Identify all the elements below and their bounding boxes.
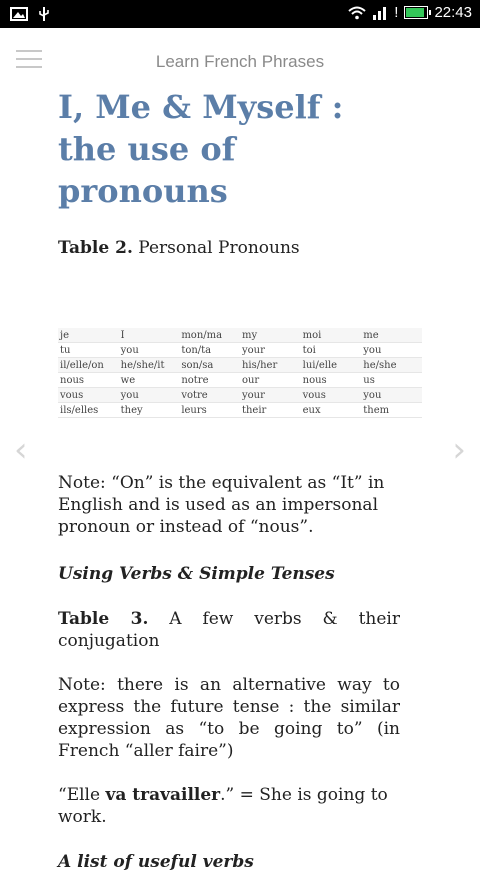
- table3-caption: [58, 608, 400, 652]
- table-cell: us: [361, 373, 422, 388]
- table-cell: vous: [58, 388, 119, 403]
- table-cell: you: [361, 343, 422, 358]
- table-cell: them: [361, 403, 422, 418]
- table-cell: leurs: [179, 403, 240, 418]
- table-cell: votre: [179, 388, 240, 403]
- table2-caption-text: Personal Pronouns: [132, 238, 300, 258]
- table2-caption-label: Table 2.: [58, 238, 133, 258]
- article-content: [58, 86, 400, 872]
- quote-bold: va travailler: [105, 785, 221, 805]
- table-cell: ton/ta: [179, 343, 240, 358]
- table-cell: toi: [301, 343, 362, 358]
- table-row: [58, 328, 422, 343]
- table-cell: I: [119, 328, 180, 343]
- table3-text: A few verbs & their conjugation: [58, 609, 400, 651]
- table-cell: vous: [301, 388, 362, 403]
- app-title: Learn French Phrases: [155, 52, 325, 71]
- quote-pre: “Elle: [58, 785, 106, 805]
- status-bar: [0, 0, 480, 28]
- prev-page-arrow-icon[interactable]: ‹: [14, 430, 28, 470]
- wifi-icon: [348, 6, 366, 20]
- table-cell: our: [240, 373, 301, 388]
- table-cell: your: [240, 388, 301, 403]
- note-future: Note: there is an alternative way to express the future tense : the similar expression as “to be going to” (in French “aller faire”): [58, 675, 400, 761]
- signal-alert: !: [394, 4, 399, 21]
- table-row: [58, 388, 422, 403]
- table-cell: notre: [179, 373, 240, 388]
- table-row: [58, 358, 422, 373]
- signal-icon: [372, 6, 388, 20]
- pronouns-table: [58, 328, 422, 418]
- example-quote: [58, 784, 400, 828]
- table-cell: you: [119, 388, 180, 403]
- heading-useful-verbs: A list of useful verbs: [58, 852, 254, 872]
- table-cell: he/she/it: [119, 358, 180, 373]
- table-cell: eux: [301, 403, 362, 418]
- status-time: 22:43: [434, 4, 472, 21]
- table-cell: you: [119, 343, 180, 358]
- status-right-icons: [348, 4, 472, 21]
- status-left-icons: [10, 6, 50, 22]
- table-cell: nous: [58, 373, 119, 388]
- next-page-arrow-icon[interactable]: ›: [452, 430, 466, 470]
- table-cell: tu: [58, 343, 119, 358]
- article-title: I, Me & Myself : the use of pronouns: [58, 88, 344, 210]
- table-cell: he/she: [361, 358, 422, 373]
- table-cell: their: [240, 403, 301, 418]
- table-cell: nous: [301, 373, 362, 388]
- table-cell: they: [119, 403, 180, 418]
- table-cell: moi: [301, 328, 362, 343]
- table-cell: you: [361, 388, 422, 403]
- gallery-icon: [10, 7, 28, 21]
- battery-icon: [404, 6, 428, 19]
- table-cell: il/elle/on: [58, 358, 119, 373]
- table-row: [58, 373, 422, 388]
- table-cell: mon/ma: [179, 328, 240, 343]
- table-cell: my: [240, 328, 301, 343]
- table-cell: your: [240, 343, 301, 358]
- table-cell: his/her: [240, 358, 301, 373]
- table-cell: ils/elles: [58, 403, 119, 418]
- note-on: Note: “On” is the equivalent as “It” in English and is used as an impersonal pronoun or instead of “nous”.: [58, 473, 385, 537]
- table-cell: we: [119, 373, 180, 388]
- table-cell: me: [361, 328, 422, 343]
- heading-verbs: Using Verbs & Simple Tenses: [58, 564, 335, 584]
- table-cell: je: [58, 328, 119, 343]
- usb-icon: [38, 6, 50, 22]
- table2-caption: [58, 238, 400, 258]
- table-cell: son/sa: [179, 358, 240, 373]
- table-cell: lui/elle: [301, 358, 362, 373]
- table3-label: Table 3.: [58, 609, 149, 629]
- quote-post: .” = She is going to work.: [58, 785, 388, 827]
- table-row: [58, 403, 422, 418]
- app-bar: [0, 28, 480, 94]
- table-row: [58, 343, 422, 358]
